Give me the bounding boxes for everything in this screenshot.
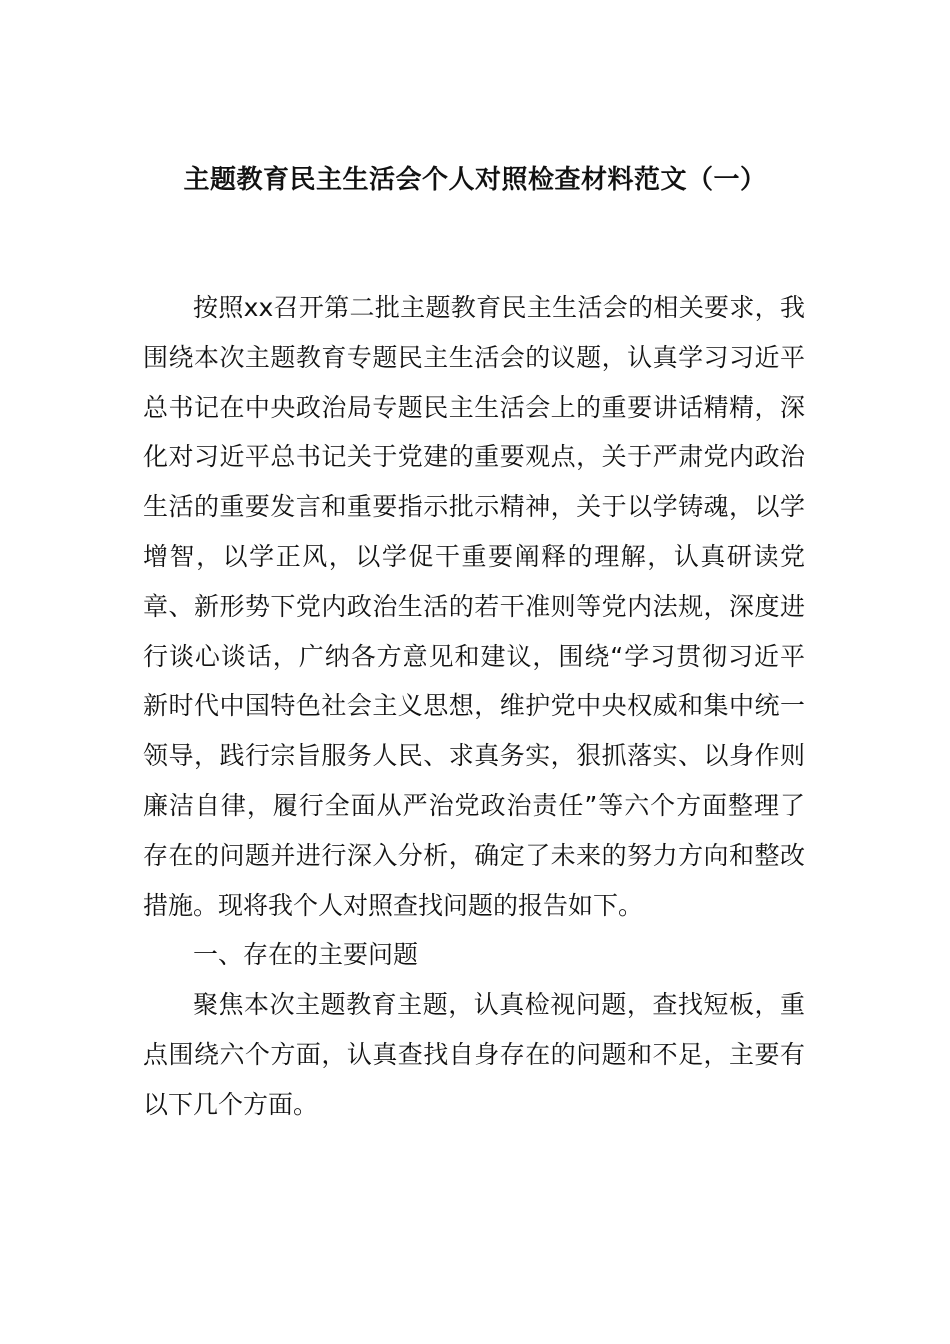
section-paragraph: 聚焦本次主题教育主题，认真检视问题，查找短板，重点围绕六个方面，认真查找自身存在的问题和不足，主要有以下几个方面。 <box>143 990 805 1119</box>
intro-paragraph: 按照xx召开第二批主题教育民主生活会的相关要求，我围绕本次主题教育专题民主生活会的议题，认真学习习近平总书记在中央政治局专题民主生活会上的重要讲话精精，深化对习近平总书记关于党建的重要观点，关于严肃党内政治生活的重要发言和重要指示批示精神，关于以学铸魂，以学增智，以学正风，以学促干重要阐释的理解，认真研读党章、新形势下党内政治生活的若干准则等党内法规，深度进行谈心谈话，广纳各方意见和建议，围绕“学习贯彻习近平新时代中国特色社会主义思想，维护党中央权威和集中统一领导，践行宗旨服务人民、求真务实，狠抓落实、以身作则廉洁自律，履行全面从严治党政治责任”等六个方面整理了存在的问题并进行深入分析，确定了未来的努力方向和整改措施。现将我个人对照查找问题的报告如下。 <box>143 293 805 920</box>
document-body <box>143 283 805 1130</box>
section-heading: 一、存在的主要问题 <box>193 940 419 970</box>
document-title: 主题教育民主生活会个人对照检查材料范文（一） <box>183 165 767 195</box>
